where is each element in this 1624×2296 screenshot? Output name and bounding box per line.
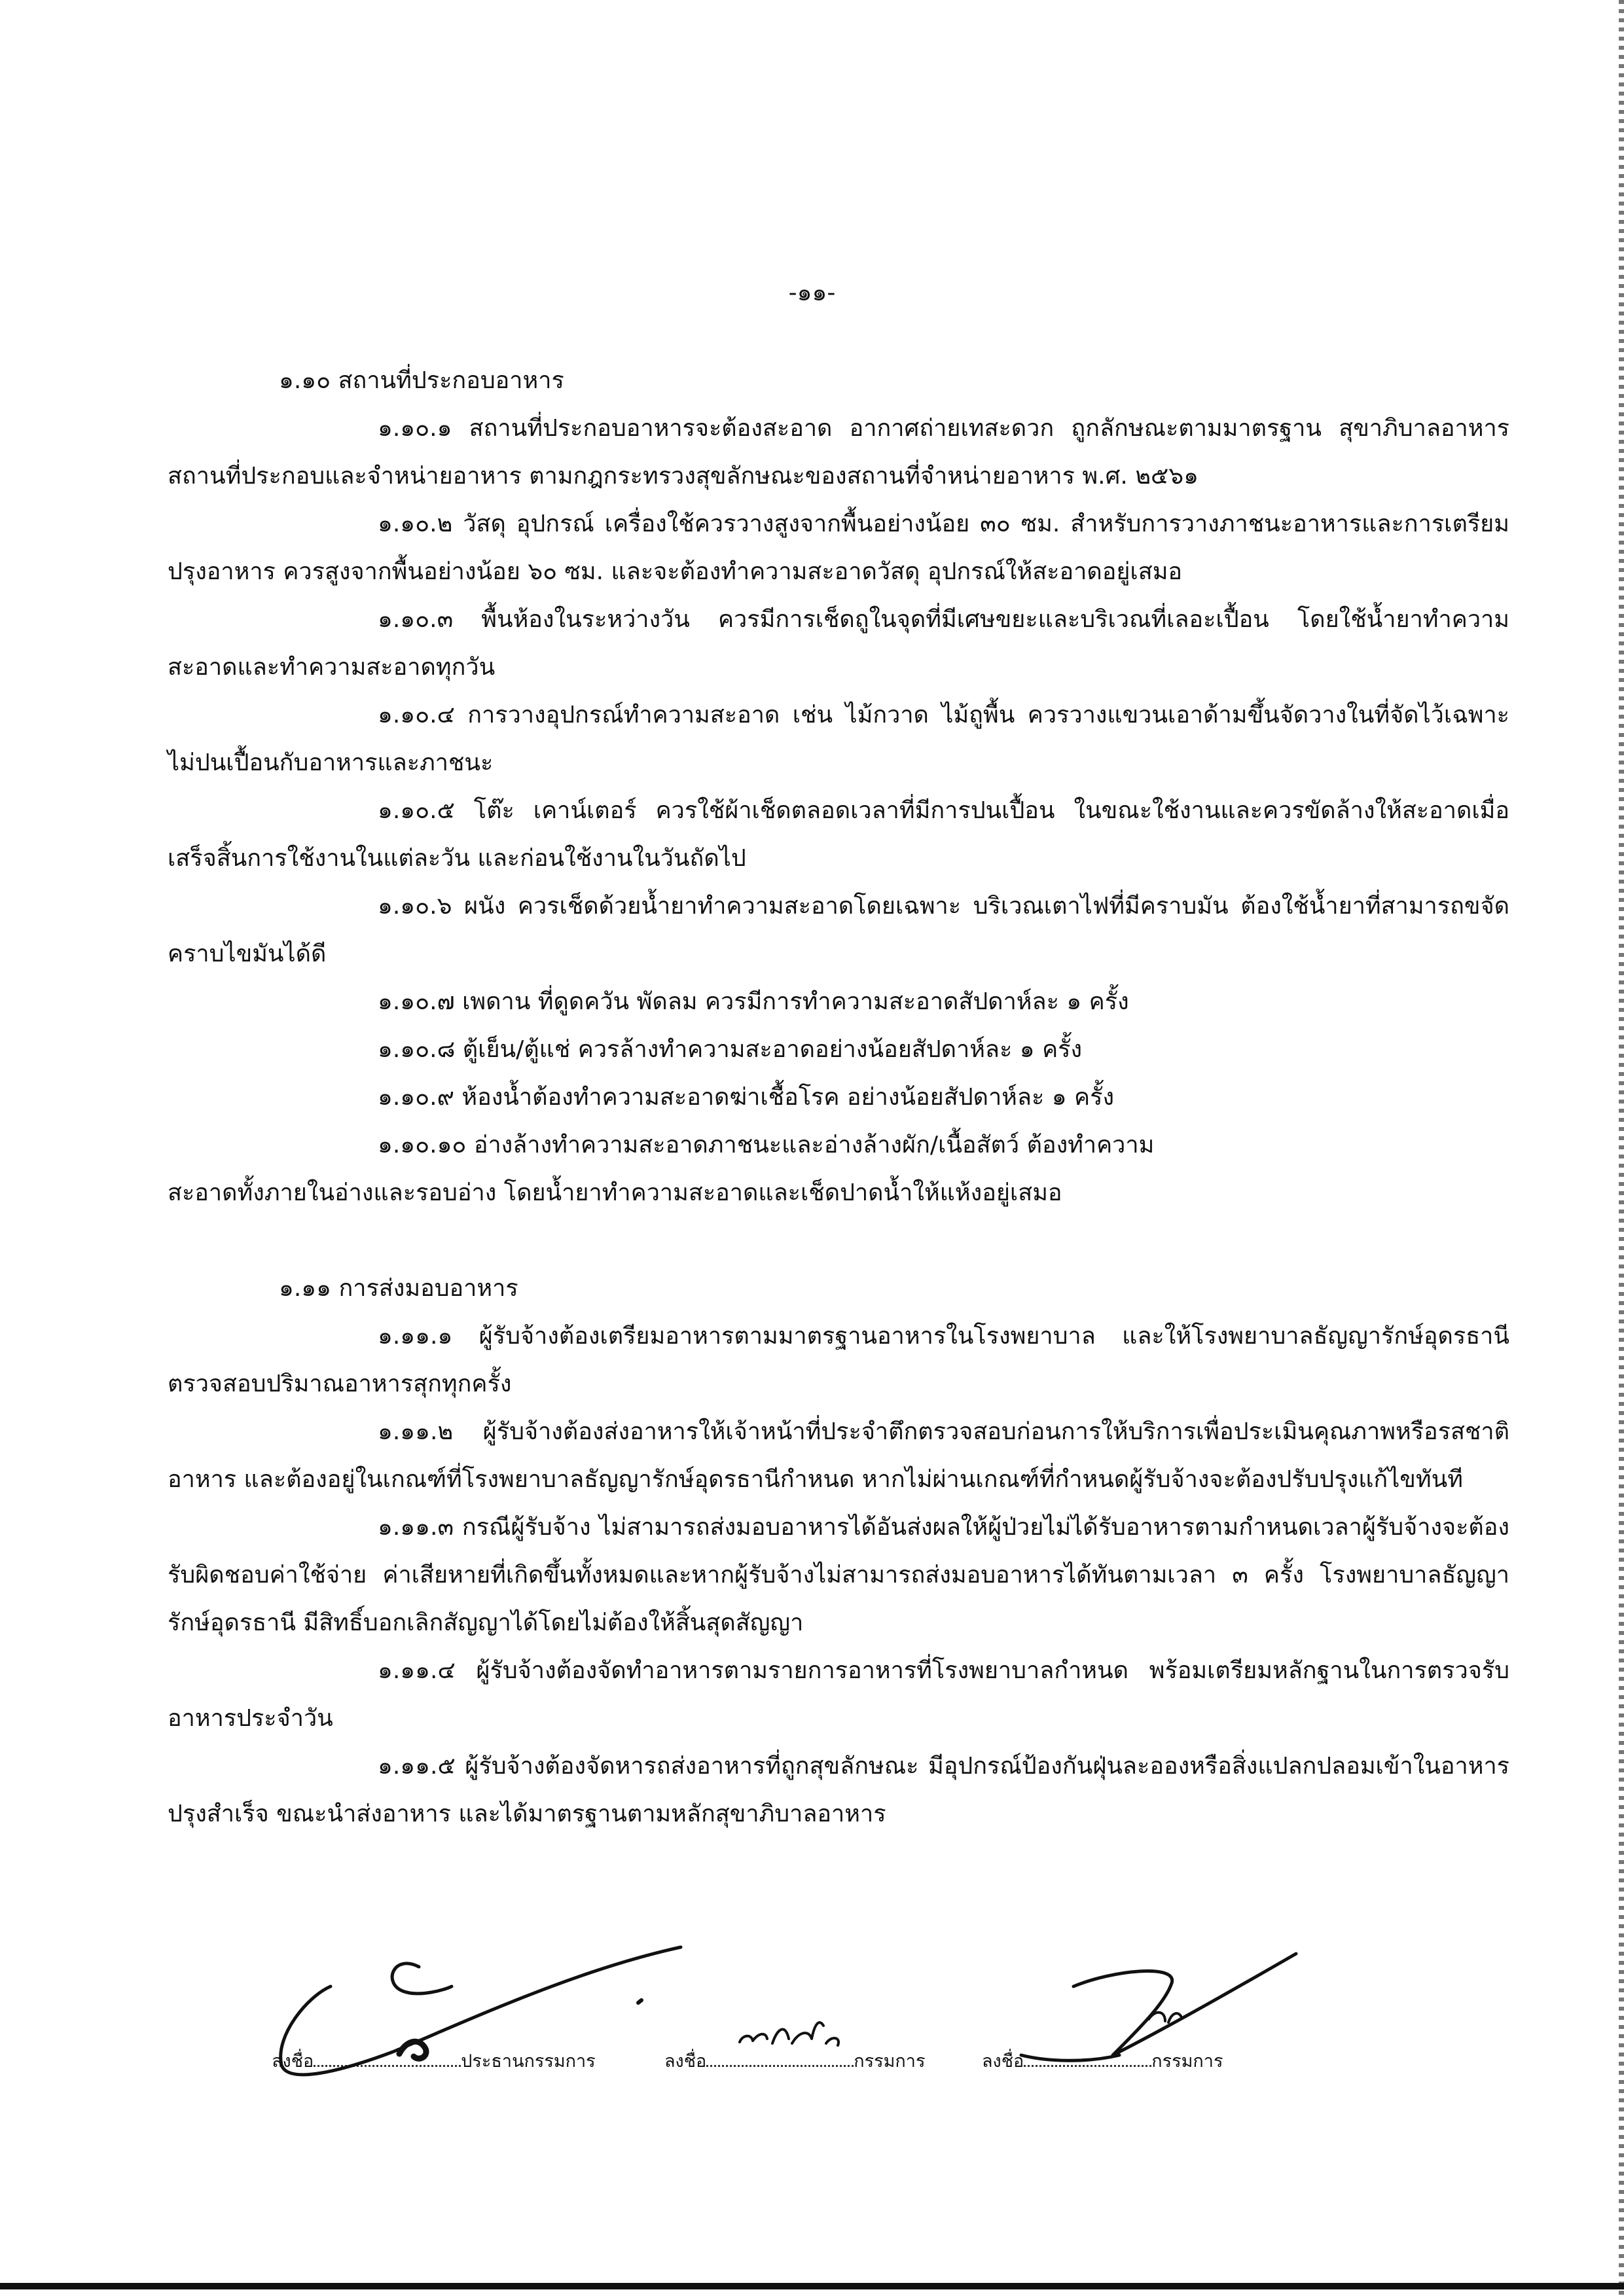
scan-edge-bottom (0, 2283, 1624, 2289)
paragraph-1-10-10: ๑.๑๐.๑๐ อ่างล้างทำความสะอาดภาชนะและอ่างล้างผัก/เนื้อสัตว์ ต้องทำความ (378, 1132, 1155, 1158)
signature-committee-2 (982, 2042, 1223, 2081)
signature-row (272, 2042, 1319, 2081)
section-gap (168, 1217, 1509, 1265)
signature-committee-2-initial (1149, 2013, 1182, 2022)
paragraph-1-10-1: ๑.๑๐.๑ สถานที่ประกอบอาหารจะต้องสะอาด อากาศถ่ายเทสะดวก ถูกลักษณะตามมาตรฐาน สุขาภิบาลอาหาร สถานที่ประกอบและจำหน่ายอาหาร ตามกฎกระทรวงสุขลักษณะของสถานที่จำหน่ายอาหาร พ.ศ. ๒๕๖๑ (168, 415, 1509, 490)
signature-prefix: ลงชื่อ (982, 2051, 1024, 2072)
signature-committee-2-stroke (1074, 1954, 1296, 2055)
paragraph-1-10-3: ๑.๑๐.๓ พื้นห้องในระหว่างวัน ควรมีการเช็ดถูในจุดที่มีเศษขยะและบริเวณที่เลอะเปื้อน โดยใช้น้ำยาทำความสะอาดและทำความสะอาดทุกวัน (168, 606, 1509, 681)
signature-line (314, 2047, 461, 2067)
signature-role: ประธานกรรมการ (461, 2051, 596, 2072)
signature-prefix: ลงชื่อ (272, 2051, 314, 2072)
signature-role: กรรมการ (854, 2051, 926, 2072)
section-heading-food-prep-place: ๑.๑๐ สถานที่ประกอบอาหาร (279, 367, 564, 394)
signature-chairman (272, 2042, 596, 2081)
paragraph-1-11-3: ๑.๑๑.๓ กรณีผู้รับจ้าง ไม่สามารถส่งมอบอาหารได้อันส่งผลให้ผู้ป่วยไม่ได้รับอาหารตามกำหนดเวลาผู้รับจ้างจะต้องรับผิดชอบค่าใช้จ่าย ค่าเสียหายที่เกิดขึ้นทั้งหมดและหากผู้รับจ้างไม่สามารถส่งมอบอาหารได้ทันตามเวลา ๓ ครั้ง โรงพยาบาลธัญญารักษ์อุดรธานี มีสิทธิ์บอกเลิกสัญญาได้โดยไม่ต้องให้สิ้นสุดสัญญา (168, 1514, 1509, 1636)
paragraph-1-10-2: ๑.๑๐.๒ วัสดุ อุปกรณ์ เครื่องใช้ควรวางสูงจากพื้นอย่างน้อย ๓๐ ซม. สำหรับการวางภาชนะอาหารและการเตรียมปรุงอาหาร ควรสูงจากพื้นอย่างน้อย ๖๐ ซม. และจะต้องทำความสะอาดวัสดุ อุปกรณ์ให้สะอาดอยู่เสมอ (168, 511, 1509, 585)
signature-chairman-dot (638, 2000, 641, 2003)
paragraph-1-11-1: ๑.๑๑.๑ ผู้รับจ้างต้องเตรียมอาหารตามมาตรฐานอาหารในโรงพยาบาล และให้โรงพยาบาลธัญญารักษ์อุดรธานี ตรวจสอบปริมาณอาหารสุกทุกครั้ง (168, 1323, 1509, 1397)
page-number: -๑๑- (788, 279, 836, 306)
paragraph-1-11-2: ๑.๑๑.๒ ผู้รับจ้างต้องส่งอาหารให้เจ้าหน้าที่ประจำตึกตรวจสอบก่อนการให้บริการเพื่อประเมินคุณภาพหรือรสชาติอาหาร และต้องอยู่ในเกณฑ์ที่โรงพยาบาลธัญญารักษ์อุดรธานีกำหนด หากไม่ผ่านเกณฑ์ที่กำหนดผู้รับจ้างจะต้องปรับปรุงแก้ไขทันที (168, 1418, 1509, 1493)
paragraph-1-10-7: ๑.๑๐.๗ เพดาน ที่ดูดควัน พัดลม ควรมีการทำความสะอาดสัปดาห์ละ ๑ ครั้ง (378, 988, 1129, 1015)
paragraph-1-10-5: ๑.๑๐.๕ โต๊ะ เคาน์เตอร์ ควรใช้ผ้าเช็ดตลอดเวลาที่มีการปนเปื้อน ในขณะใช้งานและควรขัดล้างให้สะอาดเมื่อเสร็จสิ้นการใช้งานในแต่ละวัน และก่อนใช้งานในวันถัดไป (168, 797, 1509, 872)
paragraph-1-10-8: ๑.๑๐.๘ ตู้เย็น/ตู้แช่ ควรล้างทำความสะอาดอย่างน้อยสัปดาห์ละ ๑ ครั้ง (378, 1036, 1083, 1063)
paragraph-1-10-10-continuation: สะอาดทั้งภายในอ่างและรอบอ่าง โดยน้ำยาทำความสะอาดและเช็ดปาดน้ำให้แห้งอยู่เสมอ (168, 1179, 1062, 1206)
paragraph-1-10-6: ๑.๑๐.๖ ผนัง ควรเช็ดด้วยน้ำยาทำความสะอาดโดยเฉพาะ บริเวณเตาไฟที่มีคราบมัน ต้องใช้น้ำยาที่สามารถขจัดคราบไขมันได้ดี (168, 893, 1509, 967)
signature-line (1024, 2047, 1151, 2067)
section-heading-food-delivery: ๑.๑๑ การส่งมอบอาหาร (279, 1275, 518, 1302)
scan-edge-right (1619, 0, 1624, 2296)
paragraph-1-11-4: ๑.๑๑.๔ ผู้รับจ้างต้องจัดทำอาหารตามรายการอาหารที่โรงพยาบาลกำหนด พร้อมเตรียมหลักฐานในการตรวจรับอาหารประจำวัน (168, 1657, 1509, 1732)
signature-role: กรรมการ (1151, 2051, 1223, 2072)
paragraph-1-11-5: ๑.๑๑.๕ ผู้รับจ้างต้องจัดหารถส่งอาหารที่ถูกสุขลักษณะ มีอุปกรณ์ป้องกันฝุ่นละอองหรือสิ่งแปลกปลอมเข้าในอาหารปรุงสำเร็จ ขณะนำส่งอาหาร และได้มาตรฐานตามหลักสุขาภิบาลอาหาร (168, 1753, 1509, 1827)
signature-line (706, 2047, 854, 2067)
document-body (168, 357, 1509, 1838)
signature-chairman-loop (392, 1964, 452, 1994)
signature-committee-1 (664, 2042, 925, 2081)
signature-prefix: ลงชื่อ (664, 2051, 707, 2072)
paragraph-1-10-4: ๑.๑๐.๔ การวางอุปกรณ์ทำความสะอาด เช่น ไม้กวาด ไม้ถูพื้น ควรวางแขวนเอาด้ามขึ้นจัดวางในที่จัดไว้เฉพาะ ไม่ปนเปื้อนกับอาหารและภาชนะ (168, 702, 1509, 776)
paragraph-1-10-9: ๑.๑๐.๙ ห้องน้ำต้องทำความสะอาดฆ่าเชื้อโรค อย่างน้อยสัปดาห์ละ ๑ ครั้ง (378, 1084, 1115, 1111)
